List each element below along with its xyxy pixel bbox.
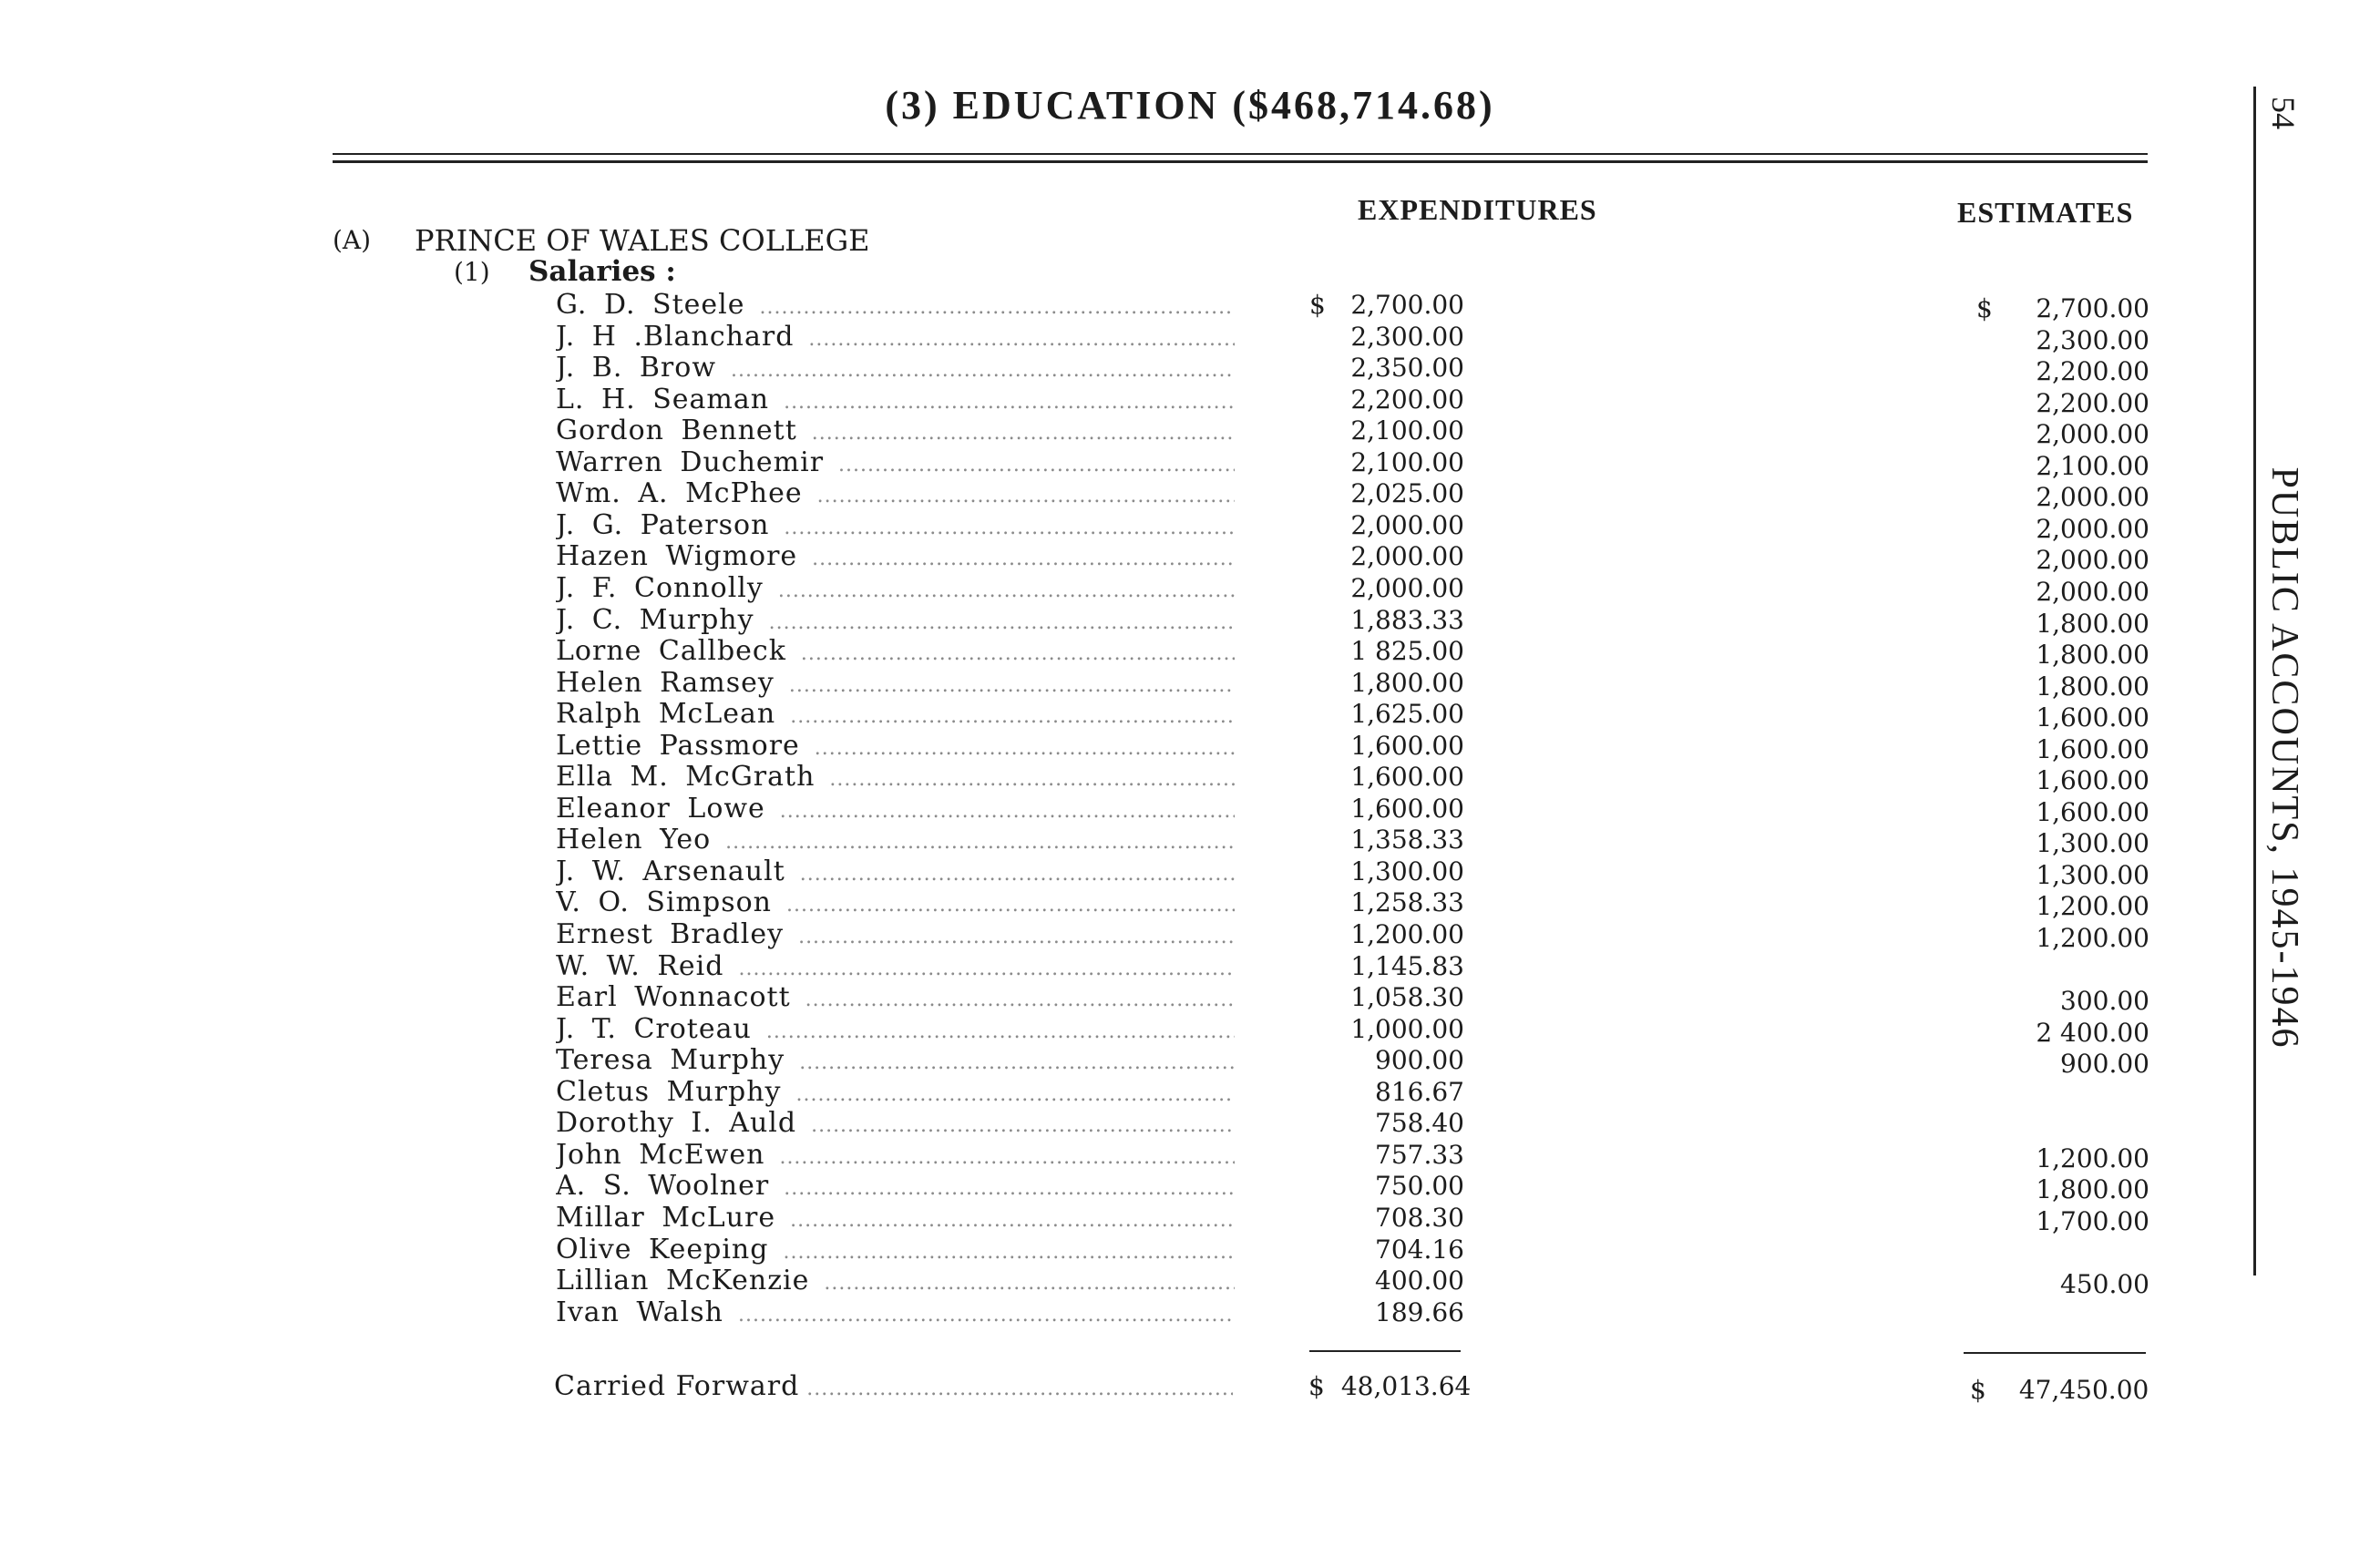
estimate-value: 1,200.00 [2036, 923, 2149, 953]
table-row [0, 794, 2380, 825]
expenditure-value: 1,200.00 [1350, 919, 1464, 949]
table-row [0, 1265, 2380, 1299]
table-row [0, 855, 2380, 890]
estimate-value: 2,200.00 [2036, 356, 2149, 387]
employee-name: A. S. Woolner ..... [556, 1171, 1235, 1204]
table-row [0, 415, 2380, 450]
total-rule-expenditures [1309, 1350, 1461, 1352]
table-row [0, 951, 2380, 982]
table-row [0, 825, 2380, 859]
estimate-value: 450.00 [2060, 1269, 2149, 1299]
employee-name: G. D. Steele ..... [556, 290, 1235, 323]
expenditure-value: 704.16 [1375, 1234, 1464, 1265]
expenditure-value: 1,600.00 [1350, 762, 1464, 793]
employee-name: W. W. Reid ..... [556, 951, 1235, 985]
table-row [0, 982, 2380, 1017]
employee-name: Ernest Bradley ..... [556, 919, 1235, 953]
employee-name: Teresa Murphy ..... [556, 1045, 1235, 1079]
table-row [0, 353, 2380, 387]
column-header-expenditures: EXPENDITURES [1358, 193, 1597, 226]
expenditure-value: 1 825.00 [1350, 636, 1464, 666]
table-row [0, 1045, 2380, 1080]
carried-forward-expenditure-value: 48,013.64 [1340, 1371, 1472, 1401]
expenditure-value: 2,100.00 [1350, 446, 1464, 477]
carried-forward-expenditure [1308, 1371, 1471, 1402]
table-row [0, 604, 2380, 639]
column-header-estimates: ESTIMATES [1957, 196, 2134, 229]
currency-symbol-expenditures: $ [1309, 290, 1326, 320]
expenditure-value: 1,883.33 [1350, 604, 1464, 635]
expenditure-value: 400.00 [1375, 1265, 1464, 1296]
employee-name: Earl Wonnacott ..... [556, 982, 1235, 1016]
subsection-mark: (1) [454, 257, 490, 287]
subsection-title: Salaries : [528, 255, 676, 288]
table-row [0, 1077, 2380, 1108]
page-title: (3) EDUCATION ($468,714.68) [885, 83, 1495, 128]
expenditure-value: 2,000.00 [1350, 541, 1464, 572]
estimate-value: 1,200.00 [2036, 891, 2149, 922]
employee-name: Ella M. McGrath ..... [556, 762, 1235, 795]
employee-name: Ivan Walsh ..... [556, 1297, 1235, 1331]
employee-name: J. G. Paterson ..... [556, 510, 1235, 544]
table-row [0, 1203, 2380, 1234]
employee-name: J. W. Arsenault ..... [556, 856, 1235, 890]
table-row [0, 573, 2380, 607]
estimate-value: 1,800.00 [2036, 671, 2149, 702]
estimate-value: 1,300.00 [2036, 859, 2149, 890]
estimate-value: 300.00 [2060, 986, 2149, 1017]
table-row [0, 384, 2380, 418]
expenditure-value: 1,358.33 [1350, 825, 1464, 855]
estimate-value: 2,300.00 [2036, 324, 2149, 355]
header-rule-top [333, 153, 2148, 155]
estimate-value: 2,200.00 [2036, 387, 2149, 418]
estimate-value: 2,000.00 [2036, 513, 2149, 544]
table-row [0, 1235, 2380, 1265]
estimate-value: 1,700.00 [2036, 1205, 2149, 1236]
estimate-value: 2,700.00 [2036, 293, 2149, 323]
table-row [0, 478, 2380, 513]
estimate-value: 1,600.00 [2036, 765, 2149, 796]
section-mark: (A) [333, 225, 372, 255]
employee-name: Lorne Callbeck ..... [556, 636, 1235, 670]
employee-name: Wm. A. McPhee ..... [556, 478, 1235, 512]
estimate-value: 1,600.00 [2036, 733, 2149, 764]
table-row [0, 509, 2380, 544]
total-rule-estimates [1964, 1352, 2146, 1354]
employee-name: J. B. Brow ..... [556, 353, 1235, 386]
running-head-text: PUBLIC ACCOUNTS, 1945-1946 [2263, 466, 2305, 1050]
employee-name: J. C. Murphy ..... [556, 605, 1235, 639]
table-row [0, 290, 2380, 321]
estimate-value: 1,200.00 [2036, 1142, 2149, 1173]
table-row [0, 1171, 2380, 1205]
table-row [0, 887, 2380, 922]
estimate-value: 1,800.00 [2036, 608, 2149, 639]
currency-symbol-estimates: $ [1976, 293, 1993, 323]
table-row [0, 446, 2380, 481]
table-row [0, 731, 2380, 762]
table-row [0, 667, 2380, 702]
expenditure-value: 758.40 [1375, 1108, 1464, 1139]
estimate-value: 2,000.00 [2036, 482, 2149, 513]
employee-name: John McEwen ..... [556, 1140, 1235, 1173]
expenditure-value: 2,000.00 [1350, 573, 1464, 603]
estimate-value: 2,000.00 [2036, 545, 2149, 576]
employee-name: J. T. Croteau ..... [556, 1014, 1235, 1048]
employee-name: Millar McLure ..... [556, 1203, 1235, 1236]
table-row [0, 636, 2380, 670]
expenditure-value: 1,058.30 [1350, 982, 1464, 1013]
expenditure-value: 816.67 [1375, 1076, 1464, 1107]
table-row [0, 1013, 2380, 1048]
expenditure-value: 1,800.00 [1350, 667, 1464, 698]
expenditure-value: 750.00 [1375, 1171, 1464, 1202]
expenditure-value: 1,300.00 [1350, 855, 1464, 886]
carried-forward-label: Carried Forward ..... [554, 1371, 1233, 1405]
expenditure-value: 2,200.00 [1350, 384, 1464, 415]
expenditure-value: 1,258.33 [1350, 887, 1464, 918]
header-rule-bottom [333, 160, 2148, 163]
estimate-value: 1,800.00 [2036, 1174, 2149, 1205]
expenditure-value: 2,700.00 [1350, 290, 1464, 320]
estimate-value: 2,100.00 [2036, 450, 2149, 481]
expenditure-value: 1,145.83 [1350, 950, 1464, 981]
table-row [0, 1297, 2380, 1328]
section-title: PRINCE OF WALES COLLEGE [415, 223, 870, 258]
expenditure-value: 189.66 [1375, 1296, 1464, 1327]
table-row [0, 919, 2380, 953]
expenditure-value: 1,600.00 [1350, 793, 1464, 824]
employee-name: Olive Keeping ..... [556, 1235, 1235, 1268]
expenditure-value: 2,000.00 [1350, 509, 1464, 540]
employee-name: J. F. Connolly ..... [556, 573, 1235, 607]
currency-symbol: $ [1308, 1371, 1325, 1401]
expenditure-value: 757.33 [1375, 1139, 1464, 1170]
employee-name: Helen Yeo ..... [556, 825, 1235, 858]
estimate-value: 1,300.00 [2036, 828, 2149, 859]
expenditure-value: 708.30 [1375, 1202, 1464, 1233]
employee-name: Eleanor Lowe ..... [556, 794, 1235, 827]
employee-name: L. H. Seaman ..... [556, 384, 1235, 418]
estimate-value: 2 400.00 [2036, 1017, 2149, 1048]
table-row [0, 1108, 2380, 1139]
estimate-value: 2,000.00 [2036, 577, 2149, 607]
employee-name: Gordon Bennett ..... [556, 415, 1235, 449]
employee-name: Warren Duchemir ..... [556, 447, 1235, 481]
estimate-value: 1,600.00 [2036, 796, 2149, 827]
expenditure-value: 1,000.00 [1350, 1013, 1464, 1044]
table-row [0, 322, 2380, 353]
estimate-value: 1,600.00 [2036, 702, 2149, 733]
expenditure-value: 1,625.00 [1350, 699, 1464, 730]
expenditure-value: 2,025.00 [1350, 478, 1464, 509]
table-row [0, 1140, 2380, 1171]
estimate-value: 900.00 [2060, 1049, 2149, 1080]
employee-name: J. H .Blanchard ..... [556, 322, 1235, 355]
employee-name: Helen Ramsey ..... [556, 668, 1235, 702]
carried-forward-estimate [1970, 1375, 2149, 1406]
employee-name: Cletus Murphy ..... [556, 1077, 1235, 1111]
employee-name: Lillian McKenzie ..... [556, 1265, 1235, 1299]
expenditure-value: 2,100.00 [1350, 415, 1464, 446]
page-number: 54 [2265, 97, 2302, 129]
employee-name: Hazen Wigmore ..... [556, 541, 1235, 575]
employee-name: Ralph McLean ..... [556, 699, 1235, 733]
estimate-value: 2,000.00 [2036, 419, 2149, 450]
expenditure-value: 1,600.00 [1350, 730, 1464, 761]
employee-name: V. O. Simpson ..... [556, 887, 1235, 921]
employee-name: Lettie Passmore ..... [556, 731, 1235, 764]
table-row [0, 699, 2380, 733]
expenditure-value: 2,300.00 [1350, 321, 1464, 352]
employee-name: Dorothy I. Auld ..... [556, 1108, 1235, 1142]
table-row [0, 762, 2380, 796]
expenditure-value: 2,350.00 [1350, 353, 1464, 384]
currency-symbol: $ [1970, 1375, 1986, 1405]
carried-forward-estimate-value: 47,450.00 [2018, 1375, 2149, 1405]
expenditure-value: 900.00 [1375, 1045, 1464, 1076]
table-row [0, 541, 2380, 576]
estimate-value: 1,800.00 [2036, 640, 2149, 670]
